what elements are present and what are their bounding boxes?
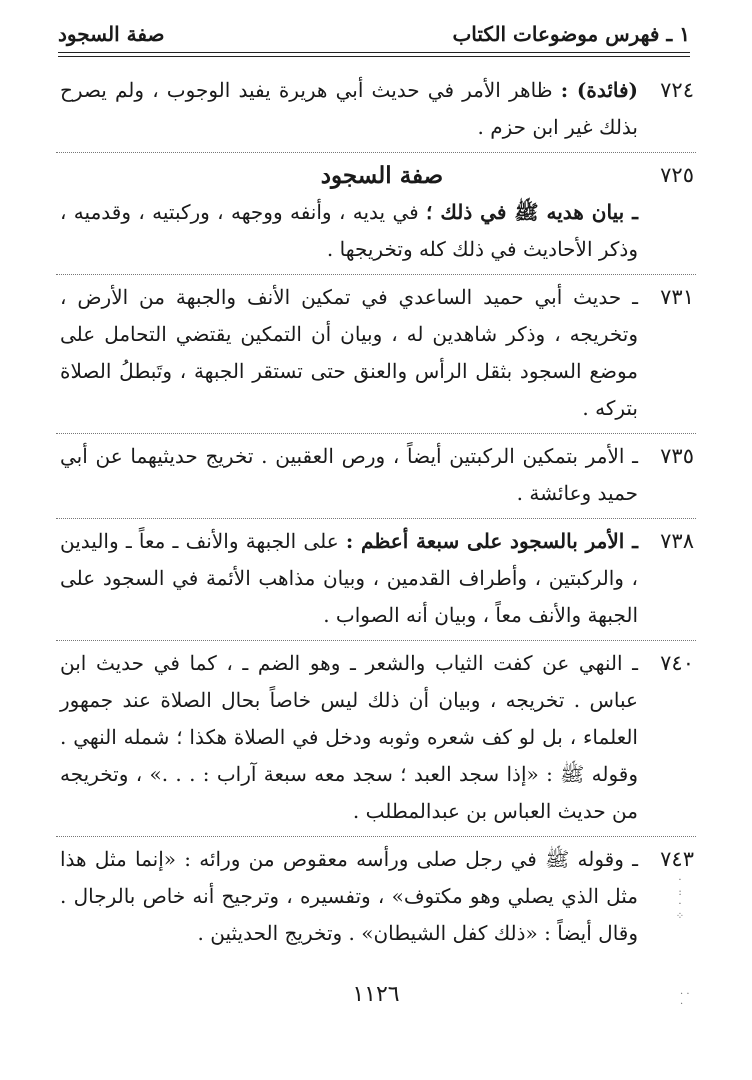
entry-body: ـ النهي عن كفت الثياب والشعر ـ وهو الضم ـ ، كما في حديث ابن عباس . تخريجه ، وبيان أن ذلك ليس خاصاً بحال الصلاة عند جمهور العلماء ، بل لو كف شعره وثوبه ودخل في الصلاة هكذا ؛ شمله النهي . وقوله ﷺ : «إذا سجد العبد ؛ سجد معه سبعة آراب : . . .» ، وتخريجه من حديث العباس بن عبدالمطلب . [60,651,638,823]
entry-page-number: ٧٢٤ [660,78,694,102]
index-entry-740 [56,641,696,837]
entry-lead: (فائدة) : [560,78,639,102]
entry-page-number: ٧٣٥ [660,444,694,468]
entry-page-number: ٧٤٣ [660,847,694,871]
entry-body: ـ الأمر بتمكين الركبتين أيضاً ، ورص العقبين . تخريج حديثيهما عن أبي حميد وعائشة . [60,444,638,505]
index-entry-743 [56,837,696,958]
header-chapter-title: ١ ـ فهرس موضوعات الكتاب [452,22,690,46]
entry-lead: ـ الأمر بالسجود على سبعة أعظم : [345,529,638,553]
section-heading-row [56,153,696,194]
page-header [58,22,690,50]
entry-body: ـ وقوله ﷺ في رجل صلى ورأسه معقوص من ورائه : «إنما مثل هذا مثل الذي يصلي وهو مكتوف» ، وتفسيره ، وترجيح أنه خاص بالرجال . وقال أيضاً : «ذلك كفل الشيطان» . وتخريج الحديثين . [60,847,638,945]
entry-page-number: ٧٢٥ [660,163,694,187]
entry-body: في يديه ، وأنفه ووجهه ، وركبتيه ، وقدميه ، وذكر الأحاديث في ذلك كله وتخريجها . [60,200,638,261]
entry-text [56,438,638,512]
page-number: ١١٢٦ [352,982,400,1007]
entry-text [56,645,638,830]
scan-speckle-marks: · : · ⁘ [675,875,685,922]
entry-text [56,72,638,146]
entry-page-number: ٧٣٨ [660,529,694,553]
index-entry-735 [56,434,696,519]
index-content [56,68,696,958]
index-entry-hadyuhu [56,194,696,275]
scan-speckle-marks-lower: · · · [680,989,690,1010]
entry-text [56,841,638,952]
index-entry-724 [56,68,696,153]
entry-page-number: ٧٤٠ [660,651,694,675]
entry-text [56,279,638,427]
entry-body: على الجبهة والأنف ـ معاً ـ واليدين ، والركبتين ، وأطراف القدمين ، وبيان مذاهب الأئمة في السجود على الجبهة والأنف معاً ، وبيان أنه الصواب . [60,529,638,627]
header-rule [58,52,690,53]
header-rule-inner [58,56,690,57]
entry-lead: ـ بيان هديه ﷺ في ذلك ؛ [426,200,638,224]
section-heading: صفة السجود [320,162,444,189]
entry-text [56,523,638,634]
entry-body: ظاهر الأمر في حديث أبي هريرة يفيد الوجوب ، ولم يصرح بذلك غير ابن حزم . [60,78,638,139]
entry-page-number: ٧٣١ [660,285,694,309]
page-footer [0,982,752,1007]
index-entry-731 [56,275,696,434]
index-entry-738 [56,519,696,641]
header-section-title: صفة السجود [58,22,165,46]
entry-text [56,194,638,268]
entry-body: ـ حديث أبي حميد الساعدي في تمكين الأنف والجبهة من الأرض ، وتخريجه ، وذكر شاهدين له ، وبيان أن التمكين يقتضي التحامل على موضع السجود بثقل الرأس والعنق حتى تستقر الجبهة ، وتَبطلُ الصلاة بتركه . [60,285,638,420]
